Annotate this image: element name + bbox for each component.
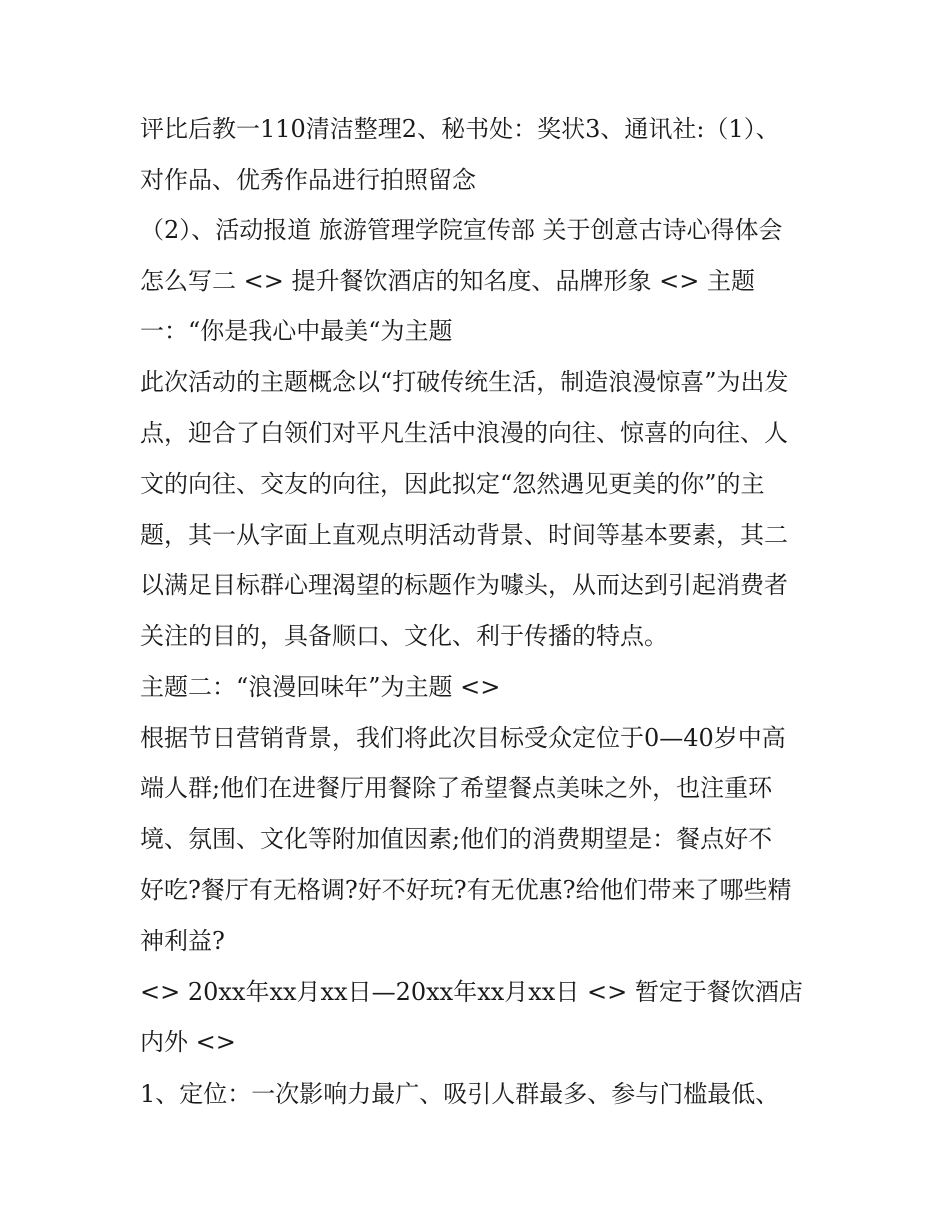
text-line: 1、定位：一次影响力最广、吸引人群最多、参与门槛最低、: [140, 1080, 780, 1108]
text-line: 文的向往、交友的向往，因此拟定“忽然遇见更美的你”的主: [140, 470, 765, 498]
text-line: 评比后教一110清洁整理2、秘书处：奖状3、通讯社:（1）、: [140, 115, 780, 143]
text-line: <> 20xx年xx月xx日—20xx年xx月xx日 <> 暂定于餐饮酒店: [140, 978, 803, 1006]
text-line: 关注的目的，具备顺口、文化、利于传播的特点。: [140, 622, 668, 650]
text-line: 内外 <>: [140, 1028, 236, 1056]
text-line: 好吃?餐厅有无格调?好不好玩?有无优惠?给他们带来了哪些精: [140, 876, 792, 904]
text-line: 此次活动的主题概念以“打破传统生活，制造浪漫惊喜”为出发: [140, 368, 789, 396]
text-line: 境、氛围、文化等附加值因素;他们的消费期望是：餐点好不: [140, 825, 773, 853]
text-line: 主题二：“浪漫回味年”为主题 <>: [140, 673, 501, 701]
text-line: 以满足目标群心理渴望的标题作为噱头，从而达到引起消费者: [140, 571, 788, 599]
text-line: 根据节日营销背景，我们将此次目标受众定位于0—40岁中高: [140, 724, 786, 752]
text-line: 点，迎合了白领们对平凡生活中浪漫的向往、惊喜的向往、人: [140, 419, 788, 447]
text-line: 怎么写二 <> 提升餐饮酒店的知名度、品牌形象 <> 主题: [140, 267, 755, 295]
text-line: 一：“你是我心中最美“为主题: [140, 317, 453, 345]
text-line: 题，其一从字面上直观点明活动背景、时间等基本要素，其二: [140, 521, 788, 549]
text-line: 对作品、优秀作品进行拍照留念: [140, 166, 476, 194]
text-line: 神利益?: [140, 927, 225, 955]
text-line: （2）、活动报道 旅游管理学院宣传部 关于创意古诗心得体会: [140, 216, 783, 244]
text-line: 端人群;他们在进餐厅用餐除了希望餐点美味之外，也注重环: [140, 774, 773, 802]
